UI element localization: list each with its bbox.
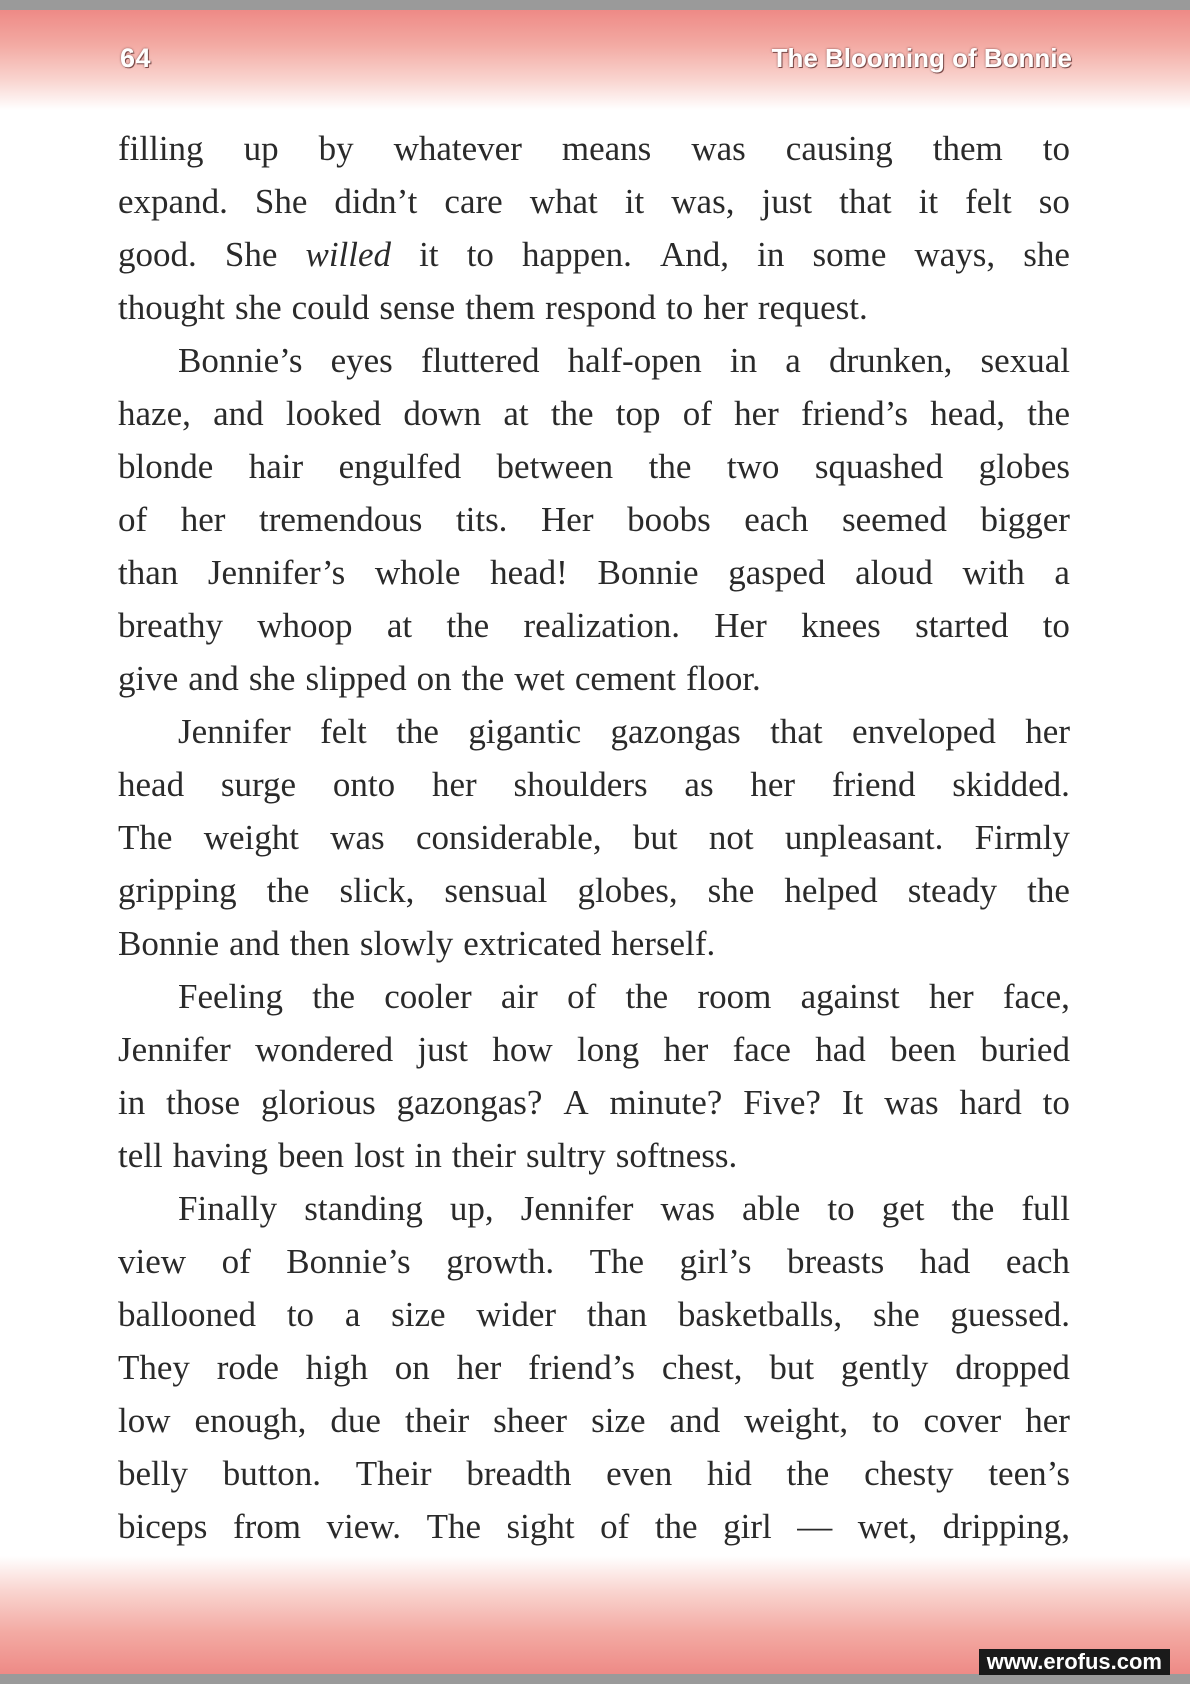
page-number: 64 (120, 43, 152, 73)
text-line: Bonnie’s eyes fluttered half-open in a drunken, sexual (178, 341, 1070, 380)
text-line: tell having been lost in their sultry softness. (118, 1136, 738, 1175)
text-line: The weight was considerable, but not unpleasant. Firmly (118, 818, 1070, 857)
watermark: www.erofus.com (979, 1649, 1170, 1675)
text-line: ballooned to a size wider than basketballs, she guessed. (118, 1295, 1070, 1334)
text-line: They rode high on her friend’s chest, but gently dropped (118, 1348, 1070, 1387)
text-line: belly button. Their breadth even hid the chesty teen’s (118, 1454, 1070, 1493)
text-line: thought she could sense them respond to her request. (118, 288, 868, 327)
text-line: expand. She didn’t care what it was, just that it felt so (118, 182, 1070, 221)
text-line: than Jennifer’s whole head! Bonnie gasped aloud with a (118, 553, 1070, 592)
body-text (118, 122, 1070, 1553)
text-line: view of Bonnie’s growth. The girl’s breasts had each (118, 1242, 1070, 1281)
text-line: haze, and looked down at the top of her friend’s head, the (118, 394, 1070, 433)
text-line: low enough, due their sheer size and weight, to cover her (118, 1401, 1070, 1440)
text-line: Bonnie and then slowly extricated herself. (118, 924, 716, 963)
text-line: Jennifer felt the gigantic gazongas that enveloped her (178, 712, 1070, 751)
text-line: in those glorious gazongas? A minute? Five? It was hard to (118, 1083, 1070, 1122)
text-line: Finally standing up, Jennifer was able to get the full (178, 1189, 1070, 1228)
top-border (0, 0, 1190, 10)
text-line: gripping the slick, sensual globes, she helped steady the (118, 871, 1070, 910)
text-line: good. She willed it to happen. And, in some ways, she (118, 235, 1070, 274)
text-line: Jennifer wondered just how long her face had been buried (118, 1030, 1070, 1069)
text-line: biceps from view. The sight of the girl — wet, dripping, (118, 1507, 1070, 1546)
text-line: blonde hair engulfed between the two squashed globes (118, 447, 1070, 486)
text-line: give and she slipped on the wet cement floor. (118, 659, 761, 698)
text-line: Feeling the cooler air of the room against her face, (178, 977, 1070, 1016)
page-header (0, 10, 1190, 110)
text-line: of her tremendous tits. Her boobs each seemed bigger (118, 500, 1070, 539)
bottom-border (0, 1674, 1190, 1684)
text-line: head surge onto her shoulders as her friend skidded. (118, 765, 1070, 804)
running-title: The Blooming of Bonnie (771, 43, 1072, 73)
text-line: breathy whoop at the realization. Her knees started to (118, 606, 1070, 645)
text-line: filling up by whatever means was causing them to (118, 129, 1070, 168)
